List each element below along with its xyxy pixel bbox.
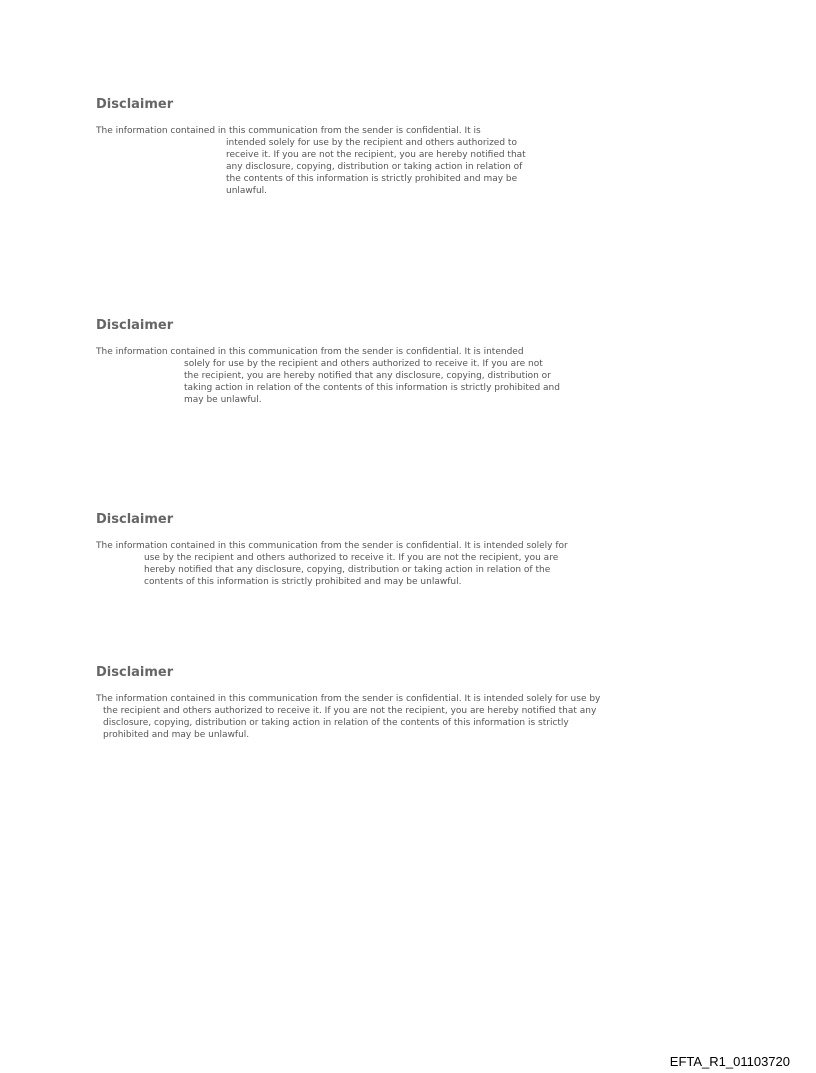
disclaimer-heading: Disclaimer [96, 512, 174, 527]
disclaimer-line: disclosure, copying, distribution or taking action in relation of the contents of this information is strictly [103, 718, 569, 728]
disclaimer-text [96, 125, 526, 197]
disclaimer-line: The information contained in this communication from the sender is confidential. It is intended solely for [96, 541, 568, 551]
disclaimer-line: The information contained in this communication from the sender is confidential. It is intended [96, 347, 524, 357]
disclaimer-line: may be unlawful. [184, 395, 262, 405]
disclaimer-line: contents of this information is strictly prohibited and may be unlawful. [144, 577, 462, 587]
disclaimer-line: solely for use by the recipient and others authorized to receive it. If you are not [184, 359, 543, 369]
disclaimer-line: taking action in relation of the contents of this information is strictly prohibited and [184, 383, 560, 393]
disclaimer-line: the recipient, you are hereby notified that any disclosure, copying, distribution or [184, 371, 551, 381]
disclaimer-line: any disclosure, copying, distribution or taking action in relation of [226, 162, 523, 172]
disclaimer-line: receive it. If you are not the recipient, you are hereby notified that [226, 150, 526, 160]
disclaimer-line: unlawful. [226, 186, 268, 196]
disclaimer-line: hereby notified that any disclosure, copying, distribution or taking action in relation of the [144, 565, 551, 575]
disclaimer-line: use by the recipient and others authorized to receive it. If you are not the recipient, you are [144, 553, 559, 563]
disclaimer-text [96, 540, 568, 588]
disclaimer-line: prohibited and may be unlawful. [103, 730, 250, 740]
disclaimer-line: the contents of this information is strictly prohibited and may be [226, 174, 518, 184]
disclaimer-heading: Disclaimer [96, 97, 174, 112]
document-id: EFTA_R1_01103720 [669, 1054, 790, 1069]
disclaimer-heading: Disclaimer [96, 665, 174, 680]
disclaimer-line: The information contained in this communication from the sender is confidential. It is intended solely for use by [96, 694, 601, 704]
disclaimer-heading: Disclaimer [96, 318, 174, 333]
disclaimer-line: the recipient and others authorized to receive it. If you are not the recipient, you are hereby notified that any [103, 706, 597, 716]
disclaimer-line: intended solely for use by the recipient and others authorized to [226, 138, 517, 148]
disclaimer-text [96, 693, 600, 741]
disclaimer-line: The information contained in this communication from the sender is confidential. It is [96, 126, 481, 136]
disclaimer-text [96, 346, 560, 406]
